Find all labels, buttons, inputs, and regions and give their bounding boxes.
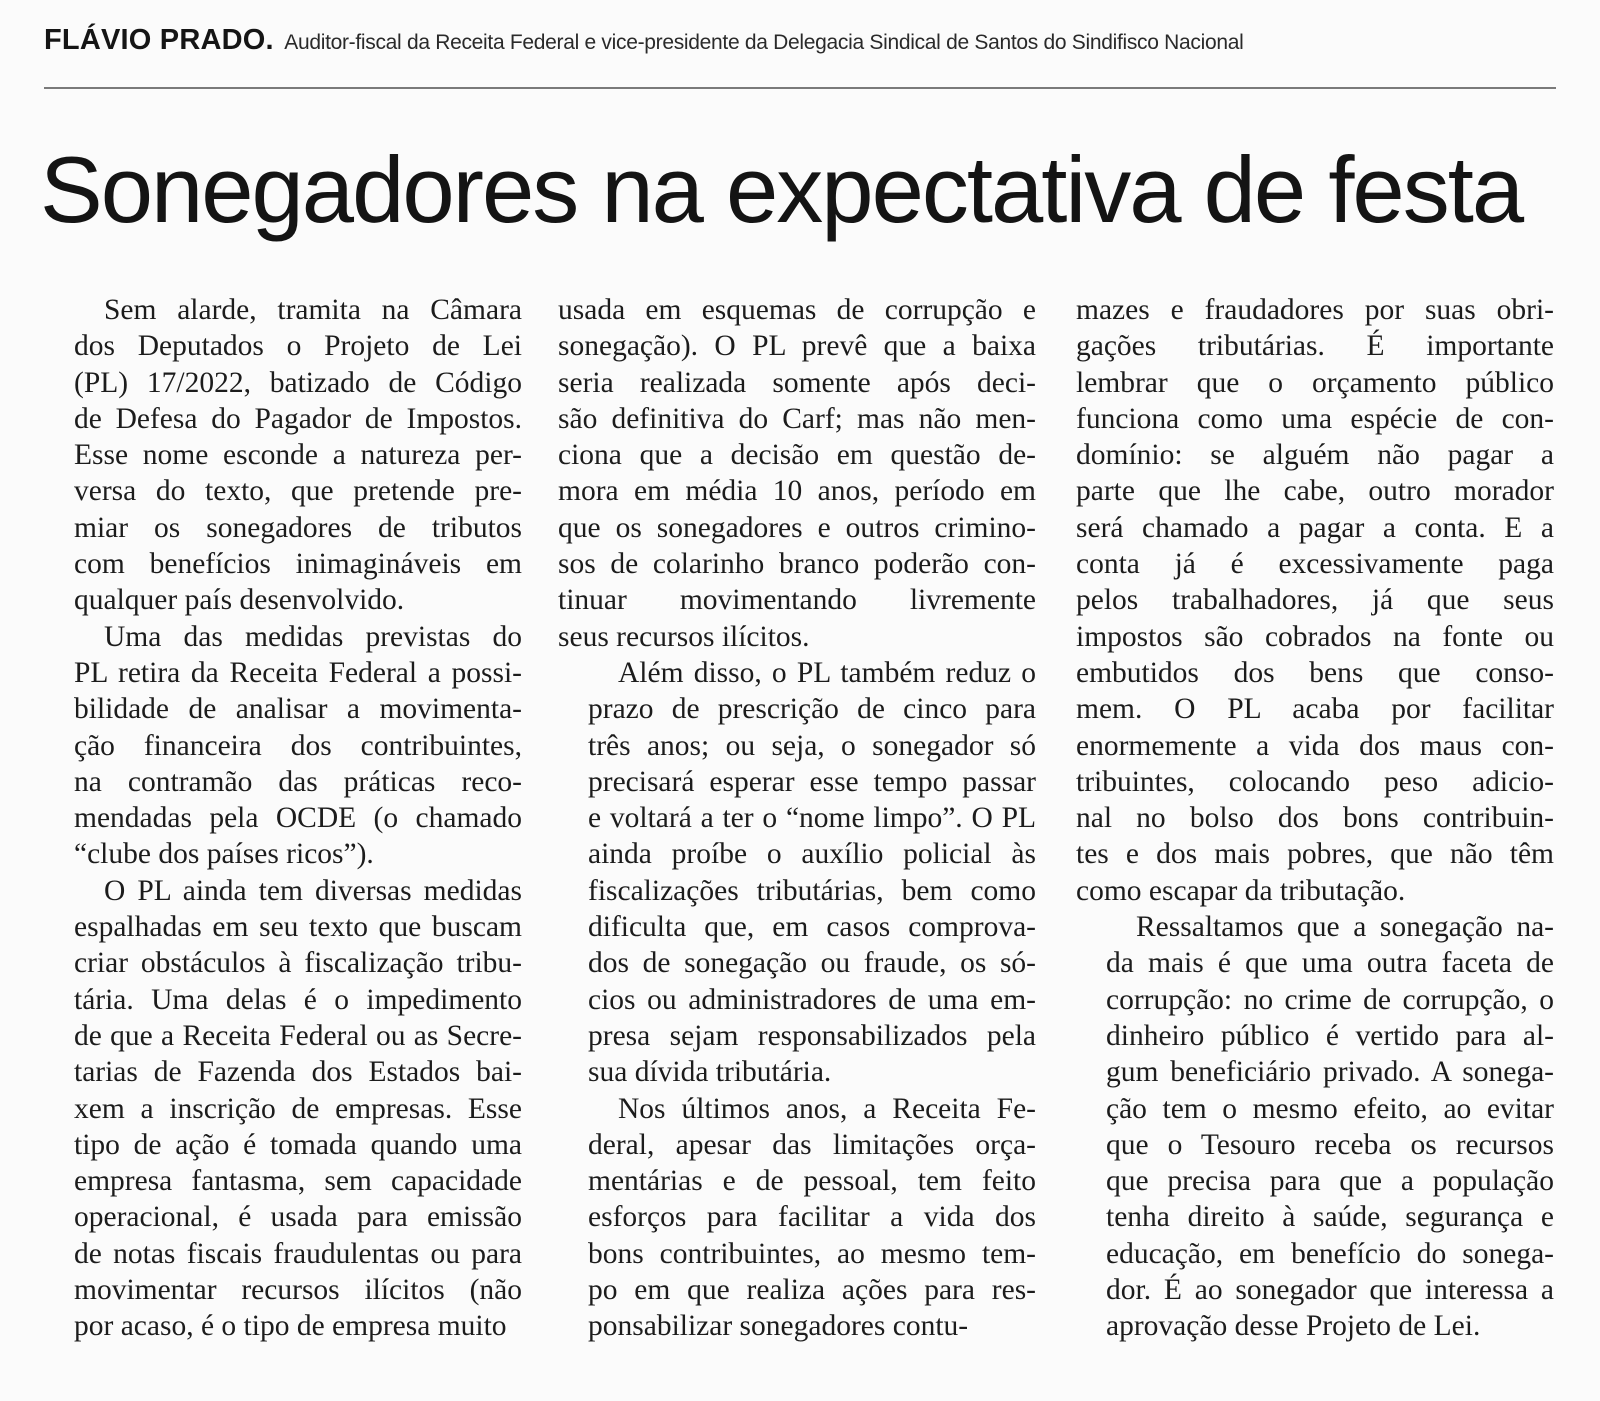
- text-line: usada em esquemas de corrupção e: [558, 294, 1036, 326]
- text-line: por acaso, é o tipo de empresa muito: [74, 1310, 507, 1343]
- text-line: tes e dos mais pobres, que não têm: [1076, 838, 1554, 871]
- text-line: operacional, é usada para emissão: [74, 1201, 522, 1234]
- byline: [44, 24, 1560, 57]
- text-line: Sem alarde, tramita na Câmara: [104, 294, 522, 326]
- text-line: pelos trabalhadores, já que seus: [1076, 584, 1554, 617]
- text-line: prazo de prescrição de cinco para: [588, 693, 1036, 726]
- article-column-1: [44, 292, 522, 1345]
- text-line: de que a Receita Federal ou as Secre-: [74, 1019, 522, 1052]
- text-line: sos de colarinho branco poderão con-: [558, 548, 1036, 581]
- text-line: tária. Uma delas é o impedimento: [74, 983, 522, 1016]
- text-line: Ressaltamos que a sonegação na-: [1136, 911, 1554, 944]
- text-line: domínio: se alguém não pagar a: [1076, 439, 1554, 472]
- text-line: ção financeira dos contribuintes,: [74, 729, 522, 762]
- text-line: mazes e fraudadores por suas obri-: [1076, 294, 1554, 326]
- text-line: bilidade de analisar a movimenta-: [74, 693, 522, 726]
- text-line: dinheiro público é vertido para al-: [1106, 1019, 1554, 1052]
- text-line: nal no bolso dos bons contribuin-: [1076, 802, 1554, 835]
- text-line: mendadas pela OCDE (o chamado: [74, 802, 522, 835]
- text-line: dos de sonegação ou fraude, os só-: [588, 947, 1036, 980]
- text-line: lembrar que o orçamento público: [1076, 366, 1554, 399]
- text-line: três anos; ou seja, o sonegador só: [588, 729, 1036, 762]
- text-line: movimentar recursos ilícitos (não: [74, 1274, 522, 1307]
- text-line: “clube dos países ricos”).: [74, 838, 374, 871]
- text-line: sua dívida tributária.: [588, 1056, 832, 1089]
- text-line: dificulta que, em casos comprova-: [588, 911, 1036, 944]
- text-line: funciona como uma espécie de con-: [1076, 402, 1554, 435]
- text-line: tinuar movimentando livremente: [558, 584, 1036, 617]
- article-paragraph: [558, 655, 1036, 1091]
- text-line: tarias de Fazenda dos Estados bai-: [74, 1056, 522, 1089]
- text-line: O PL ainda tem diversas medidas: [104, 874, 522, 907]
- text-line: de Defesa do Pagador de Impostos.: [74, 402, 522, 435]
- text-line: qualquer país desenvolvido.: [74, 584, 405, 617]
- article-paragraph: [1076, 909, 1554, 1345]
- text-line: tribuintes, colocando peso adicio-: [1076, 765, 1554, 798]
- text-line: Nos últimos anos, a Receita Fe-: [618, 1092, 1036, 1125]
- text-line: versa do texto, que pretende pre-: [74, 475, 522, 508]
- article-paragraph: [44, 292, 522, 619]
- text-line: fiscalizações tributárias, bem como: [588, 874, 1036, 907]
- text-line: mem. O PL acaba por facilitar: [1076, 693, 1554, 726]
- article-headline: Sonegadores na expectativa de festa: [40, 137, 1523, 242]
- text-line: corrupção: no crime de corrupção, o: [1106, 983, 1554, 1016]
- text-line: são definitiva do Carf; mas não men-: [558, 402, 1036, 435]
- text-line: de notas fiscais fraudulentas ou para: [74, 1237, 522, 1270]
- header-divider: [44, 87, 1556, 89]
- text-line: gações tributárias. É importante: [1076, 330, 1554, 363]
- text-line: impostos são cobrados na fonte ou: [1076, 620, 1554, 653]
- text-line: espalhadas em seu texto que buscam: [74, 911, 522, 944]
- text-line: Uma das medidas previstas do: [104, 620, 522, 653]
- text-line: mentárias e de pessoal, tem feito: [588, 1165, 1036, 1198]
- article-paragraph: [44, 873, 522, 1345]
- text-line: criar obstáculos à fiscalização tribu-: [74, 947, 522, 980]
- text-line: educação, em benefício do sonega-: [1106, 1237, 1554, 1270]
- article-column-3: [1076, 292, 1554, 1345]
- text-line: cios ou administradores de uma em-: [588, 983, 1036, 1016]
- text-line: xem a inscrição de empresas. Esse: [74, 1092, 522, 1125]
- text-line: presa sejam responsabilizados pela: [588, 1019, 1036, 1052]
- article-column-2: [558, 292, 1036, 1345]
- text-line: sonegação). O PL prevê que a baixa: [558, 330, 1036, 363]
- text-line: po em que realiza ações para res-: [588, 1274, 1036, 1307]
- text-line: conta já é excessivamente paga: [1076, 548, 1554, 581]
- article-paragraph: [44, 619, 522, 873]
- text-line: dor. É ao sonegador que interessa a: [1106, 1274, 1554, 1307]
- text-line: esforços para facilitar a vida dos: [588, 1201, 1036, 1234]
- text-line: tipo de ação é tomada quando uma: [74, 1128, 522, 1161]
- text-line: PL retira da Receita Federal a possi-: [74, 656, 522, 689]
- author-name: FLÁVIO PRADO.: [44, 24, 274, 56]
- text-line: da mais é que uma outra faceta de: [1106, 947, 1554, 980]
- text-line: parte que lhe cabe, outro morador: [1076, 475, 1554, 508]
- text-line: ainda proíbe o auxílio policial às: [588, 838, 1036, 871]
- text-line: seria realizada somente após deci-: [558, 366, 1036, 399]
- text-line: que os sonegadores e outros crimino-: [558, 511, 1036, 544]
- author-description: Auditor-fiscal da Receita Federal e vice-presidente da Delegacia Sindical de Santos do Sindifisco Nacional: [284, 31, 1244, 54]
- text-line: enormemente a vida dos maus con-: [1076, 729, 1554, 762]
- text-line: seus recursos ilícitos.: [558, 620, 810, 653]
- text-line: que precisa para que a população: [1106, 1165, 1554, 1198]
- text-line: ciona que a decisão em questão de-: [558, 439, 1036, 472]
- text-line: dos Deputados o Projeto de Lei: [74, 330, 522, 363]
- text-line: Esse nome esconde a natureza per-: [74, 439, 522, 472]
- text-line: que o Tesouro receba os recursos: [1106, 1128, 1554, 1161]
- text-line: na contramão das práticas reco-: [74, 765, 522, 798]
- text-line: (PL) 17/2022, batizado de Código: [74, 366, 522, 399]
- text-line: bons contribuintes, ao mesmo tem-: [588, 1237, 1036, 1270]
- text-line: Além disso, o PL também reduz o: [618, 656, 1036, 689]
- text-line: ponsabilizar sonegadores contu-: [588, 1310, 969, 1343]
- text-line: mora em média 10 anos, período em: [558, 475, 1036, 508]
- text-line: empresa fantasma, sem capacidade: [74, 1165, 522, 1198]
- text-line: deral, apesar das limitações orça-: [588, 1128, 1036, 1161]
- text-line: gum beneficiário privado. A sonega-: [1106, 1056, 1554, 1089]
- article-paragraph: [558, 1091, 1036, 1345]
- text-line: tenha direito à saúde, segurança e: [1106, 1201, 1554, 1234]
- text-line: como escapar da tributação.: [1076, 874, 1406, 907]
- text-line: aprovação desse Projeto de Lei.: [1106, 1310, 1481, 1343]
- text-line: miar os sonegadores de tributos: [74, 511, 522, 544]
- text-line: embutidos dos bens que conso-: [1076, 656, 1554, 689]
- text-line: será chamado a pagar a conta. E a: [1076, 511, 1554, 544]
- text-line: e voltará a ter o “nome limpo”. O PL: [588, 802, 1036, 835]
- text-line: precisará esperar esse tempo passar: [588, 765, 1036, 798]
- text-line: ção tem o mesmo efeito, ao evitar: [1106, 1092, 1554, 1125]
- article-paragraph: [558, 292, 1036, 655]
- article-paragraph: [1076, 292, 1554, 909]
- text-line: com benefícios inimagináveis em: [74, 548, 522, 581]
